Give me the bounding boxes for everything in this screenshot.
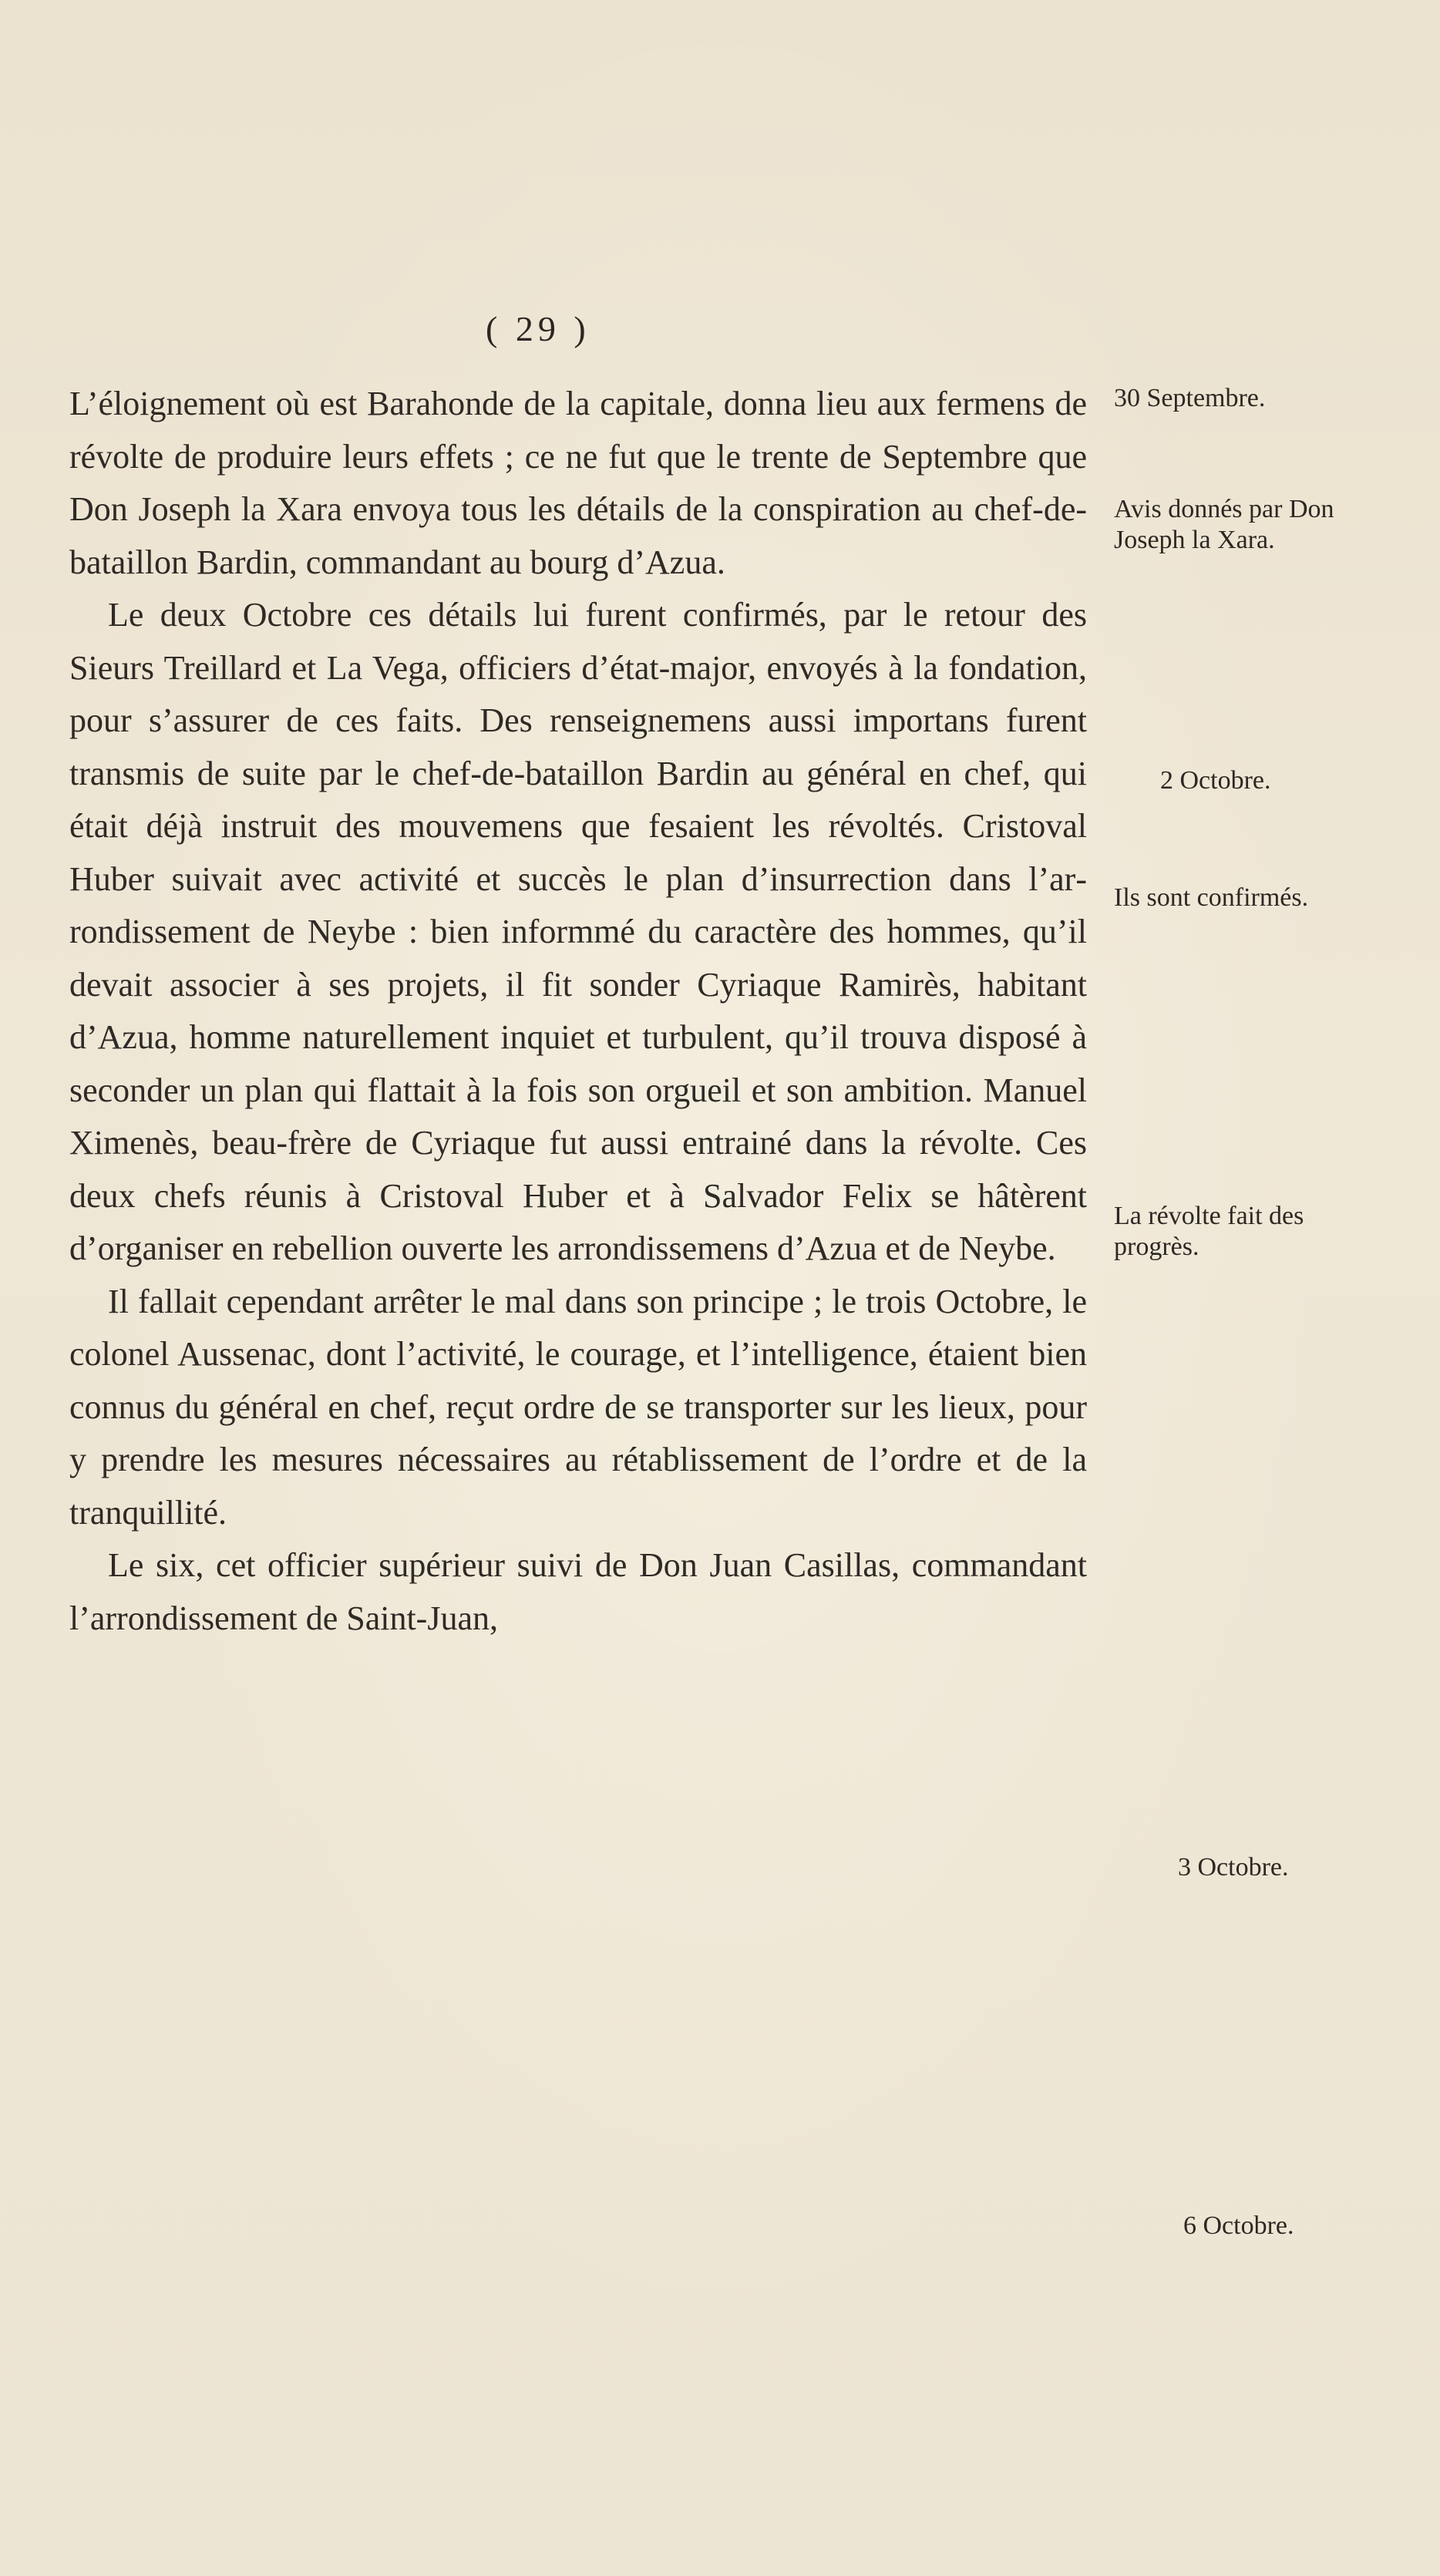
main-text-block — [69, 378, 1087, 1645]
margin-note-2-octobre: 2 Octobre. — [1160, 766, 1271, 795]
margin-note-6-octobre: 6 Octobre. — [1183, 2211, 1294, 2240]
margin-note-3-octobre: 3 Octobre. — [1178, 1853, 1289, 1882]
paragraph-4: Le six, cet officier supérieur suivi de Don Juan Casillas, commandant l’arrondissement de Saint-Juan, — [69, 1546, 1087, 1637]
margin-note-avis-donnes: Avis donnés par Don Joseph la Xara. — [1114, 495, 1334, 554]
page-number: ( 29 ) — [486, 309, 590, 348]
paragraph-1: L’éloignement où est Barahonde de la capitale, donna lieu aux fermens de révolte de produire leurs effets ; ce ne fut que le trente de Septembre que Don Joseph la Xara envoya tous les détails de la conspiration au chef-de-bataillon Bardin, commandant au bourg d’Azua. — [69, 385, 1087, 581]
paragraph-2: Le deux Octobre ces détails lui furent confirmés, par le retour des Sieurs Treillard et La Vega, officiers d’état-major, envoyés à la fondation, pour s’assurer de ces faits. Des renseignemens aussi importans furent transmis de suite par le chef-de-bataillon Bardin au général en chef, qui était déjà instruit des mouvemens que fesaient les révoltés. Cristoval Huber suivait avec activité et succès le plan d’insurrection dans l’arrondissement de Neybe : bien informmé du caractère des hommes, qu’il devait associer à ses projets, il fit sonder Cyriaque Ramirès, habitant d’Azua, homme naturellement inquiet et turbulent, qu’il trouva disposé à seconder un plan qui flattait à la fois son orgueil et son ambition. Manuel Ximenès, beau-frère de Cyriaque fut aussi entrainé dans la révolte. Ces deux chefs réunis à Cristoval Huber et à Salvador Felix se hâtèrent d’organiser en rebellion ouverte les arrondissemens d’Azua et de Neybe. — [69, 596, 1087, 1267]
margin-note-30-septembre: 30 Septembre. — [1114, 384, 1266, 412]
margin-note-revolte-progres: La révolte fait des progrès. — [1114, 1202, 1304, 1261]
paragraph-3: Il fallait cependant arrêter le mal dans son principe ; le trois Octobre, le colonel Aussenac, dont l’activité, le courage, et l’intelligence, étaient bien connus du général en chef, reçut ordre de se transporter sur les lieux, pour y prendre les mesures nécessaires au rétablissement de l’ordre et de la tranquillité. — [69, 1282, 1087, 1532]
margin-note-ils-sont-confirmes: Ils sont confirmés. — [1114, 883, 1309, 912]
